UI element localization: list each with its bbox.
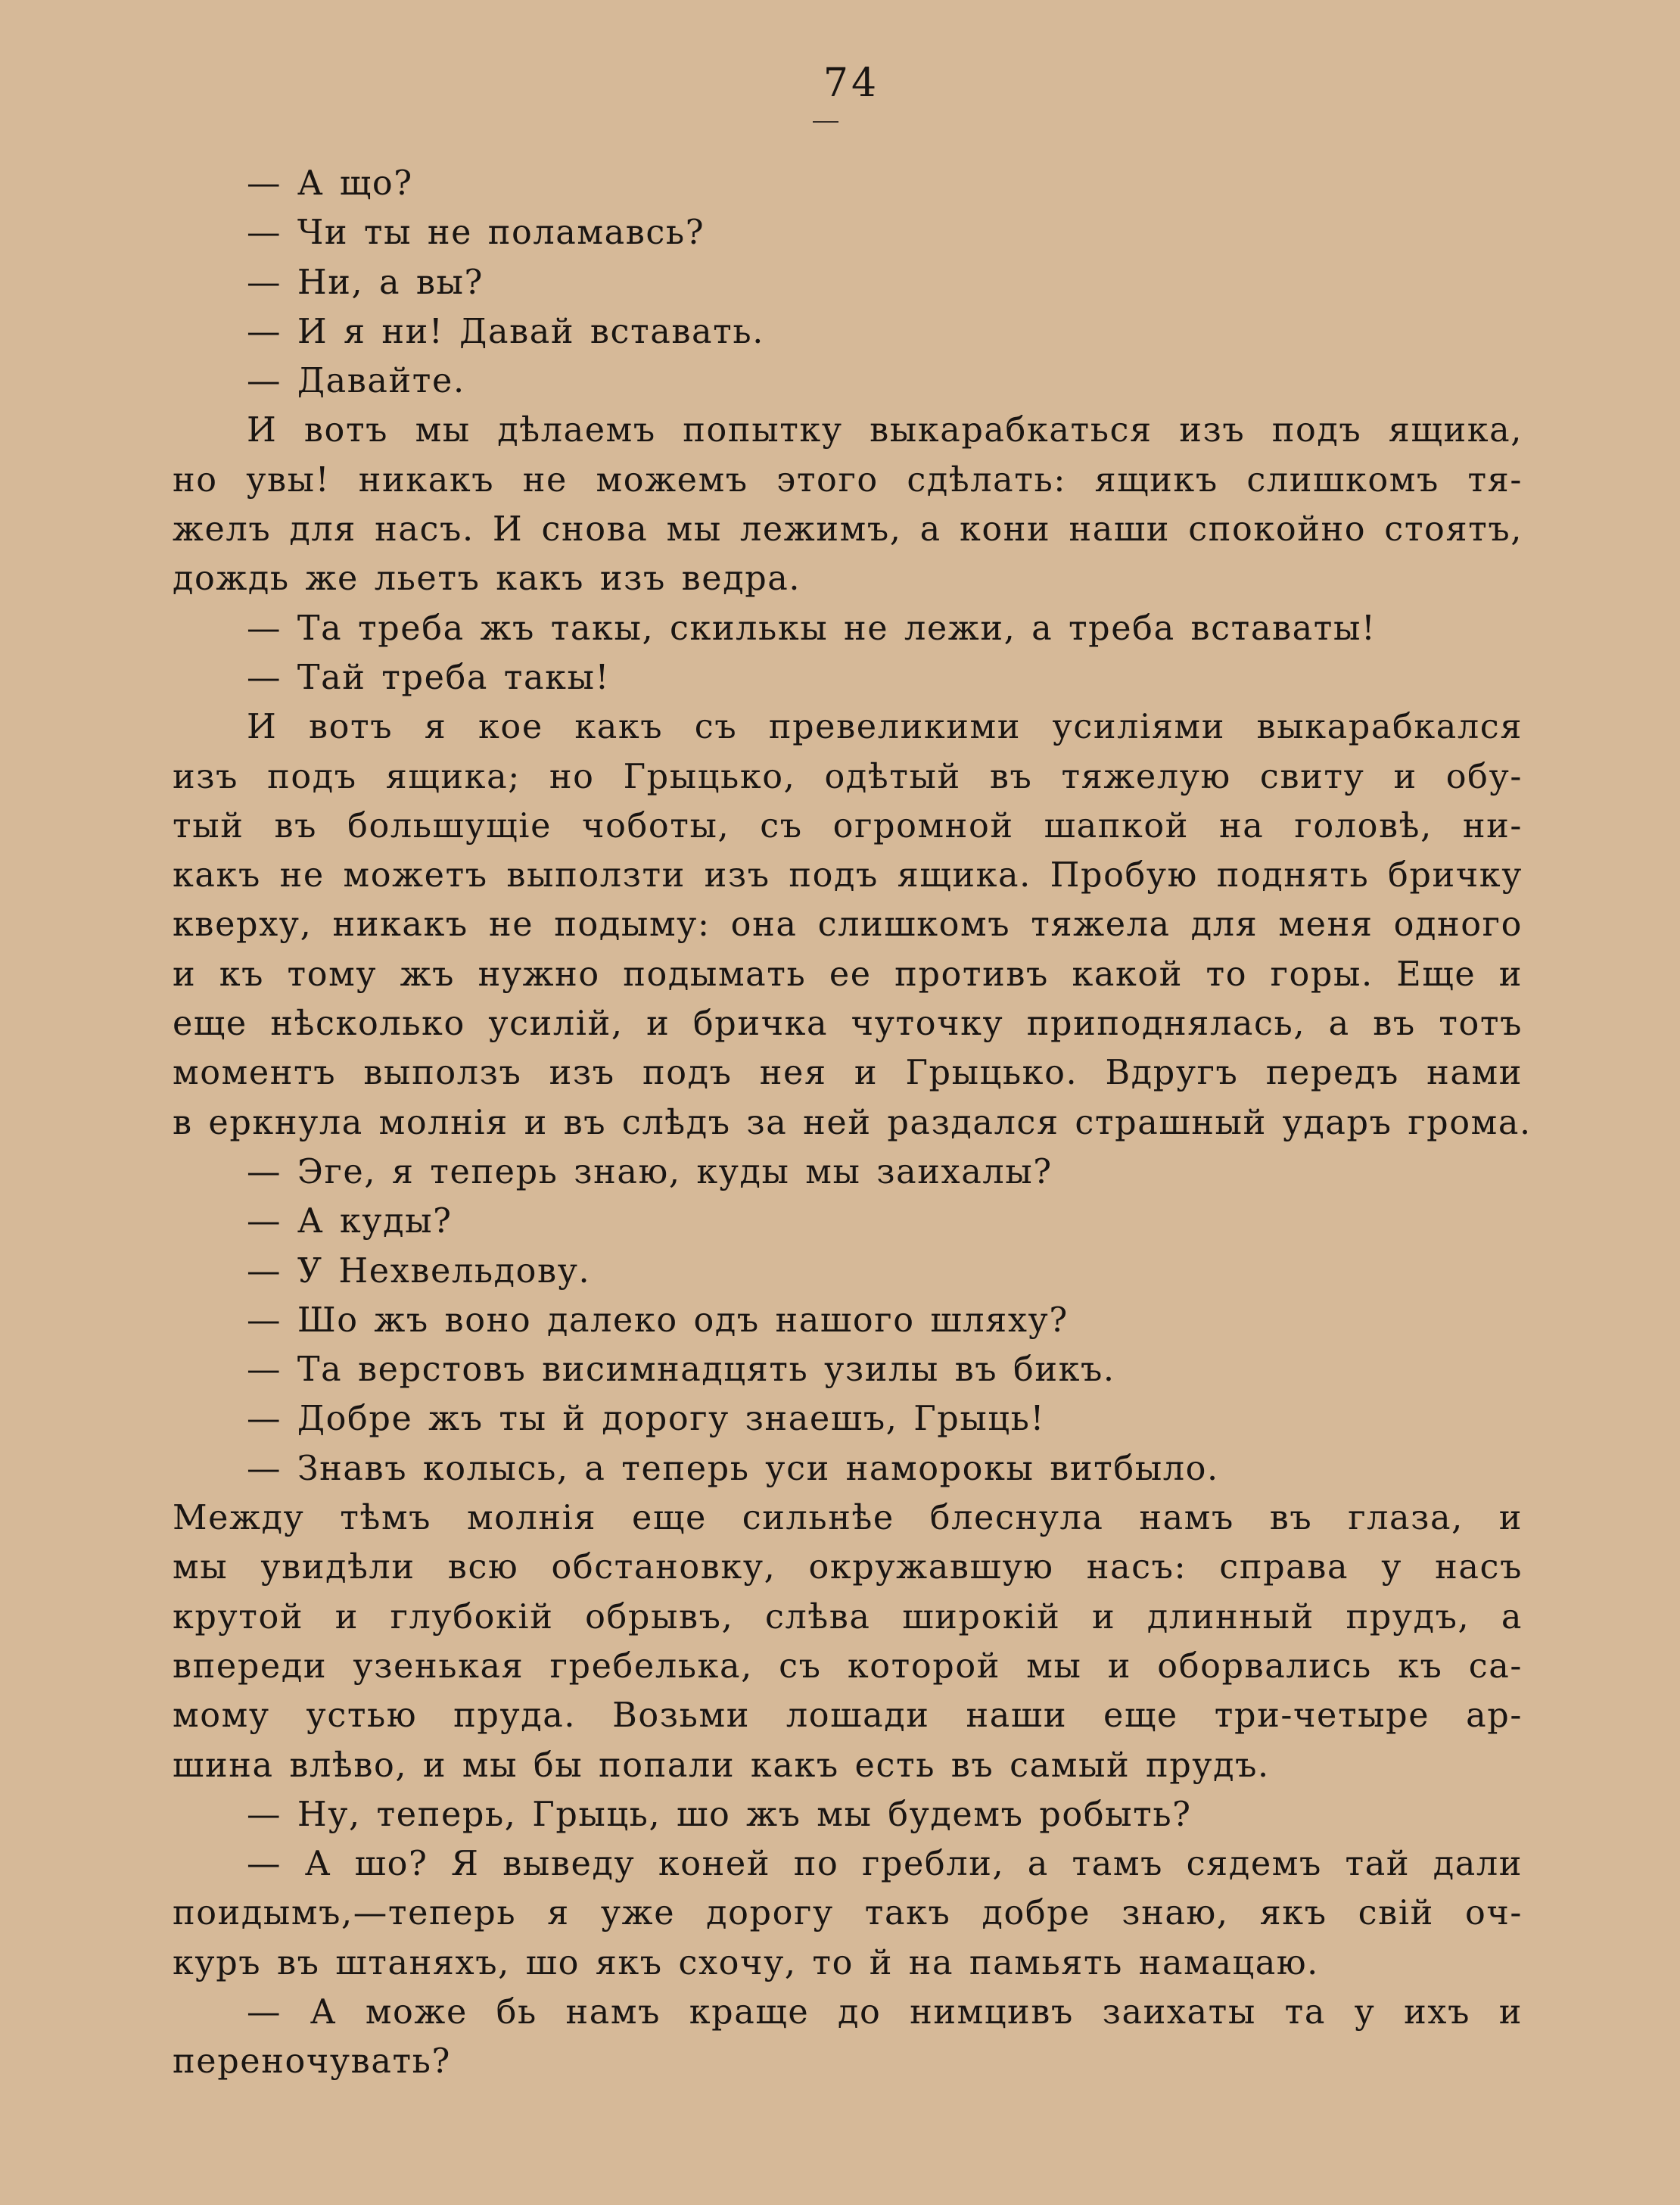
text-line: крутой и глубокій обрывъ, слѣва широкій и длинный прудъ, а <box>173 1597 1523 1637</box>
text-line: — И я ни! Давай вставать. <box>247 312 764 351</box>
text-line: впереди узенькая гребелька, съ которой мы и оборвались къ са- <box>173 1646 1523 1686</box>
text-line: желъ для насъ. И снова мы лежимъ, а кони наши спокойно стоятъ, <box>173 510 1523 550</box>
text-line: и къ тому жъ нужно подымать ее противъ какой то горы. Еще и <box>173 955 1523 994</box>
text-line: изъ подъ ящика; но Грыцько, одѣтый въ тяжелую свиту и обу- <box>173 757 1523 796</box>
page-body-text <box>173 159 1532 2087</box>
text-line: И вотъ я кое какъ съ превеликими усиліями выкарабкался <box>247 708 1523 747</box>
text-line: дождь же льетъ какъ изъ ведра. <box>173 559 801 599</box>
text-line: мому устью пруда. Возьми лошади наши еще три-четыре ар- <box>173 1696 1523 1736</box>
text-line: И вотъ мы дѣлаемъ попытку выкарабкаться изъ подъ ящика, <box>247 411 1523 450</box>
text-line: поидымъ,—теперь я уже дорогу такъ добре знаю, якъ свій оч- <box>173 1894 1523 1933</box>
text-line: — Эге, я теперь знаю, куды мы заихалы? <box>247 1152 1053 1191</box>
text-line: Между тѣмъ молнія еще сильнѣе блеснула намъ въ глаза, и <box>173 1499 1523 1538</box>
text-line: моментъ выползъ изъ подъ нея и Грыцько. Вдругъ передъ нами <box>173 1054 1523 1093</box>
text-line: какъ не можетъ выползти изъ подъ ящика. Пробую поднять бричку <box>173 856 1523 895</box>
page-number: 74 <box>823 61 880 106</box>
text-line: — Шо жъ воно далеко одъ нашого шляху? <box>247 1300 1069 1340</box>
text-line: куръ въ штаняхъ, шо якъ схочу, то й на памьять намацаю. <box>173 1943 1319 1982</box>
text-line: — Та верстовъ висимнадцять узилы въ бикъ. <box>247 1350 1115 1390</box>
text-line: кверху, никакъ не подыму: она слишкомъ тяжела для меня одного <box>173 905 1523 945</box>
text-line: переночувать? <box>173 2042 451 2082</box>
text-line: еще нѣсколько усилій, и бричка чуточку приподнялась, а въ тотъ <box>173 1004 1523 1044</box>
text-line: — А може бь намъ краще до нимцивъ заихаты та у ихъ и <box>247 1992 1523 2032</box>
text-line: — А куды? <box>247 1202 453 1241</box>
text-line: — Чи ты не поламавсь? <box>247 213 705 253</box>
text-line: мы увидѣли всю обстановку, окружавшую насъ: справа у насъ <box>173 1548 1523 1587</box>
text-line: — Давайте. <box>247 362 465 401</box>
text-line: — Добре жъ ты й дорогу знаешъ, Грыць! <box>247 1400 1045 1439</box>
text-line: — А шо? Я выведу коней по гребли, а тамъ сядемъ тай дали <box>247 1845 1523 1884</box>
text-line: — Знавъ колысь, а теперь уси наморокы витбыло. <box>247 1449 1219 1488</box>
text-line: — А що? <box>247 164 413 203</box>
text-line: — Та треба жъ такы, скилькы не лежи, а треба вставаты! <box>247 609 1377 648</box>
page-number-rule <box>813 121 838 123</box>
text-line: шина влѣво, и мы бы попали какъ есть въ самый прудъ. <box>173 1746 1270 1785</box>
text-line: тый въ большущіе чоботы, съ огромной шапкой на головѣ, ни- <box>173 806 1523 846</box>
text-line: в еркнула молнія и въ слѣдъ за ней раздался страшный ударъ грома. <box>173 1103 1532 1142</box>
text-line: — Тай треба такы! <box>247 658 611 697</box>
text-line: но увы! никакъ не можемъ этого сдѣлать: ящикъ слишкомъ тя- <box>173 460 1523 500</box>
text-line: — У Нехвельдову. <box>247 1251 591 1291</box>
text-line: — Ну, теперь, Грыць, шо жъ мы будемъ робыть? <box>247 1795 1192 1834</box>
text-line: — Ни, а вы? <box>247 263 484 302</box>
